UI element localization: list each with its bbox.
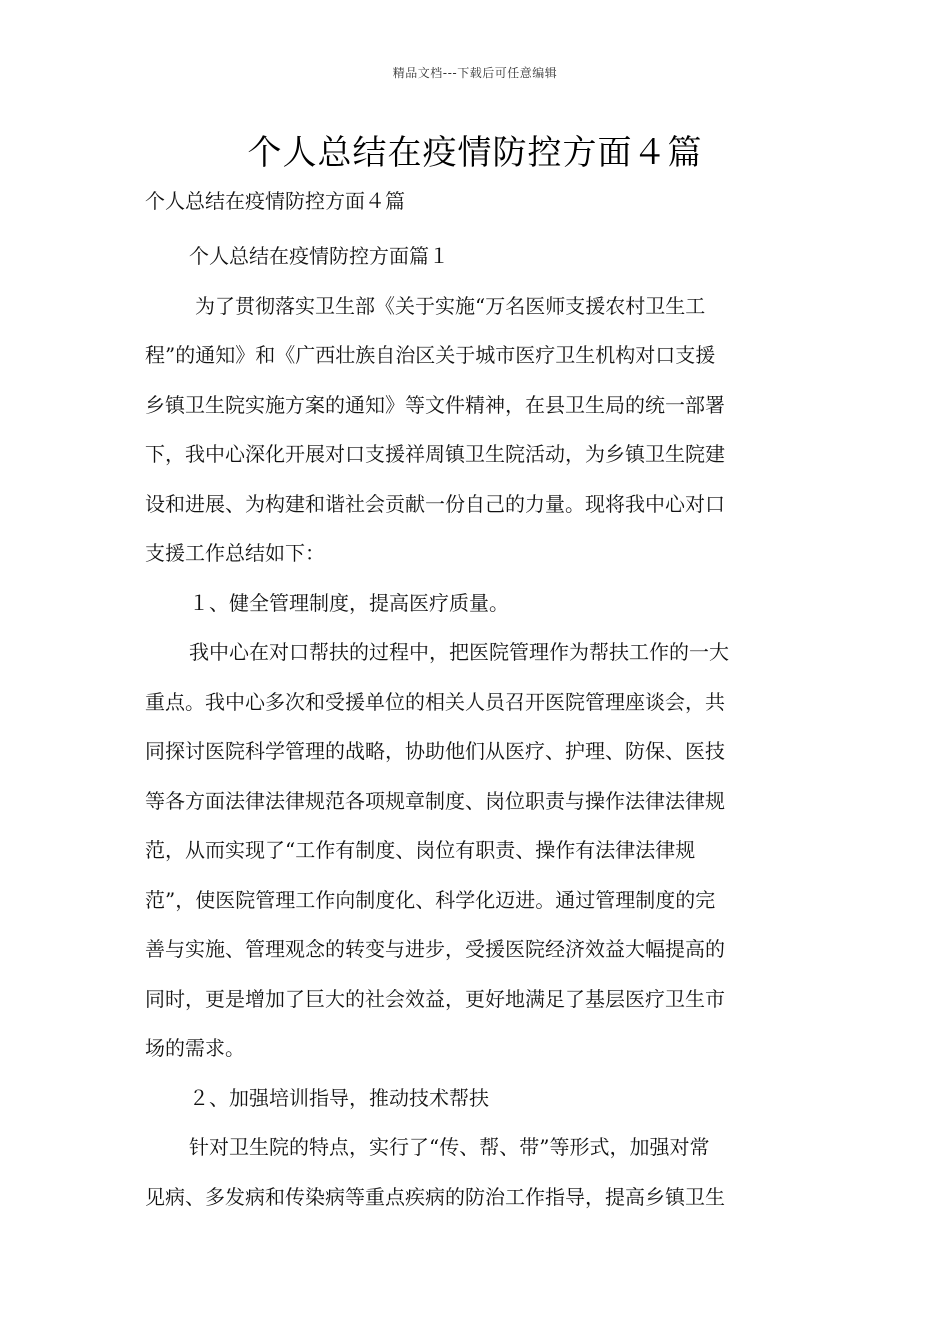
paragraph-line: 等各方面法律法律规范各项规章制度、岗位职责与操作法律法律规 bbox=[145, 788, 725, 813]
paragraph-line: 范，从而实现了“工作有制度、岗位有职责、操作有法律法律规 bbox=[145, 838, 696, 862]
paragraph-line: 设和进展、为构建和谐社会贡献一份自己的力量。现将我中心对口 bbox=[145, 491, 725, 516]
paragraph-line: 同时，更是增加了巨大的社会效益，更好地满足了基层医疗卫生市 bbox=[145, 986, 725, 1011]
paragraph-line: 支援工作总结如下： bbox=[145, 541, 325, 565]
paragraph-line: 范”，使医院管理工作向制度化、科学化迈进。通过管理制度的完 bbox=[145, 887, 716, 912]
paragraph-line: 同探讨医院科学管理的战略，协助他们从医疗、护理、防保、医技 bbox=[145, 739, 725, 763]
paragraph-line: 我中心在对口帮扶的过程中，把医院管理作为帮扶工作的一大 bbox=[189, 640, 729, 664]
section-heading: 个人总结在疫情防控方面篇１ bbox=[189, 244, 449, 268]
document-body bbox=[145, 177, 805, 1222]
paragraph-line: 见病、多发病和传染病等重点疾病的防治工作指导，提高乡镇卫生 bbox=[145, 1184, 725, 1209]
subtitle-line: 个人总结在疫情防控方面４篇 bbox=[145, 189, 405, 213]
list-heading: １、健全管理制度，提高医疗质量。 bbox=[189, 590, 509, 615]
paragraph-line: 场的需求。 bbox=[145, 1036, 245, 1060]
paragraph-line: 为了贯彻落实卫生部《关于实施“万名医师支援农村卫生工 bbox=[195, 293, 706, 318]
paragraph-line: 重点。我中心多次和受援单位的相关人员召开医院管理座谈会，共 bbox=[145, 689, 725, 714]
paragraph-line: 程”的通知》和《广西壮族自治区关于城市医疗卫生机构对口支援 bbox=[145, 343, 716, 367]
header-note: 精品文档---下载后可任意编辑 bbox=[392, 66, 558, 80]
paragraph-line: 乡镇卫生院实施方案的通知》等文件精神，在县卫生局的统一部署 bbox=[145, 392, 725, 417]
document-title: 个人总结在疫情防控方面４篇 bbox=[247, 133, 703, 173]
paragraph-line: 针对卫生院的特点，实行了“传、帮、带”等形式，加强对常 bbox=[189, 1135, 710, 1159]
list-heading: ２、加强培训指导，推动技术帮扶 bbox=[189, 1085, 489, 1110]
paragraph-line: 善与实施、管理观念的转变与进步，受援医院经济效益大幅提高的 bbox=[145, 937, 725, 961]
paragraph-line: 下，我中心深化开展对口支援祥周镇卫生院活动，为乡镇卫生院建 bbox=[145, 442, 725, 466]
